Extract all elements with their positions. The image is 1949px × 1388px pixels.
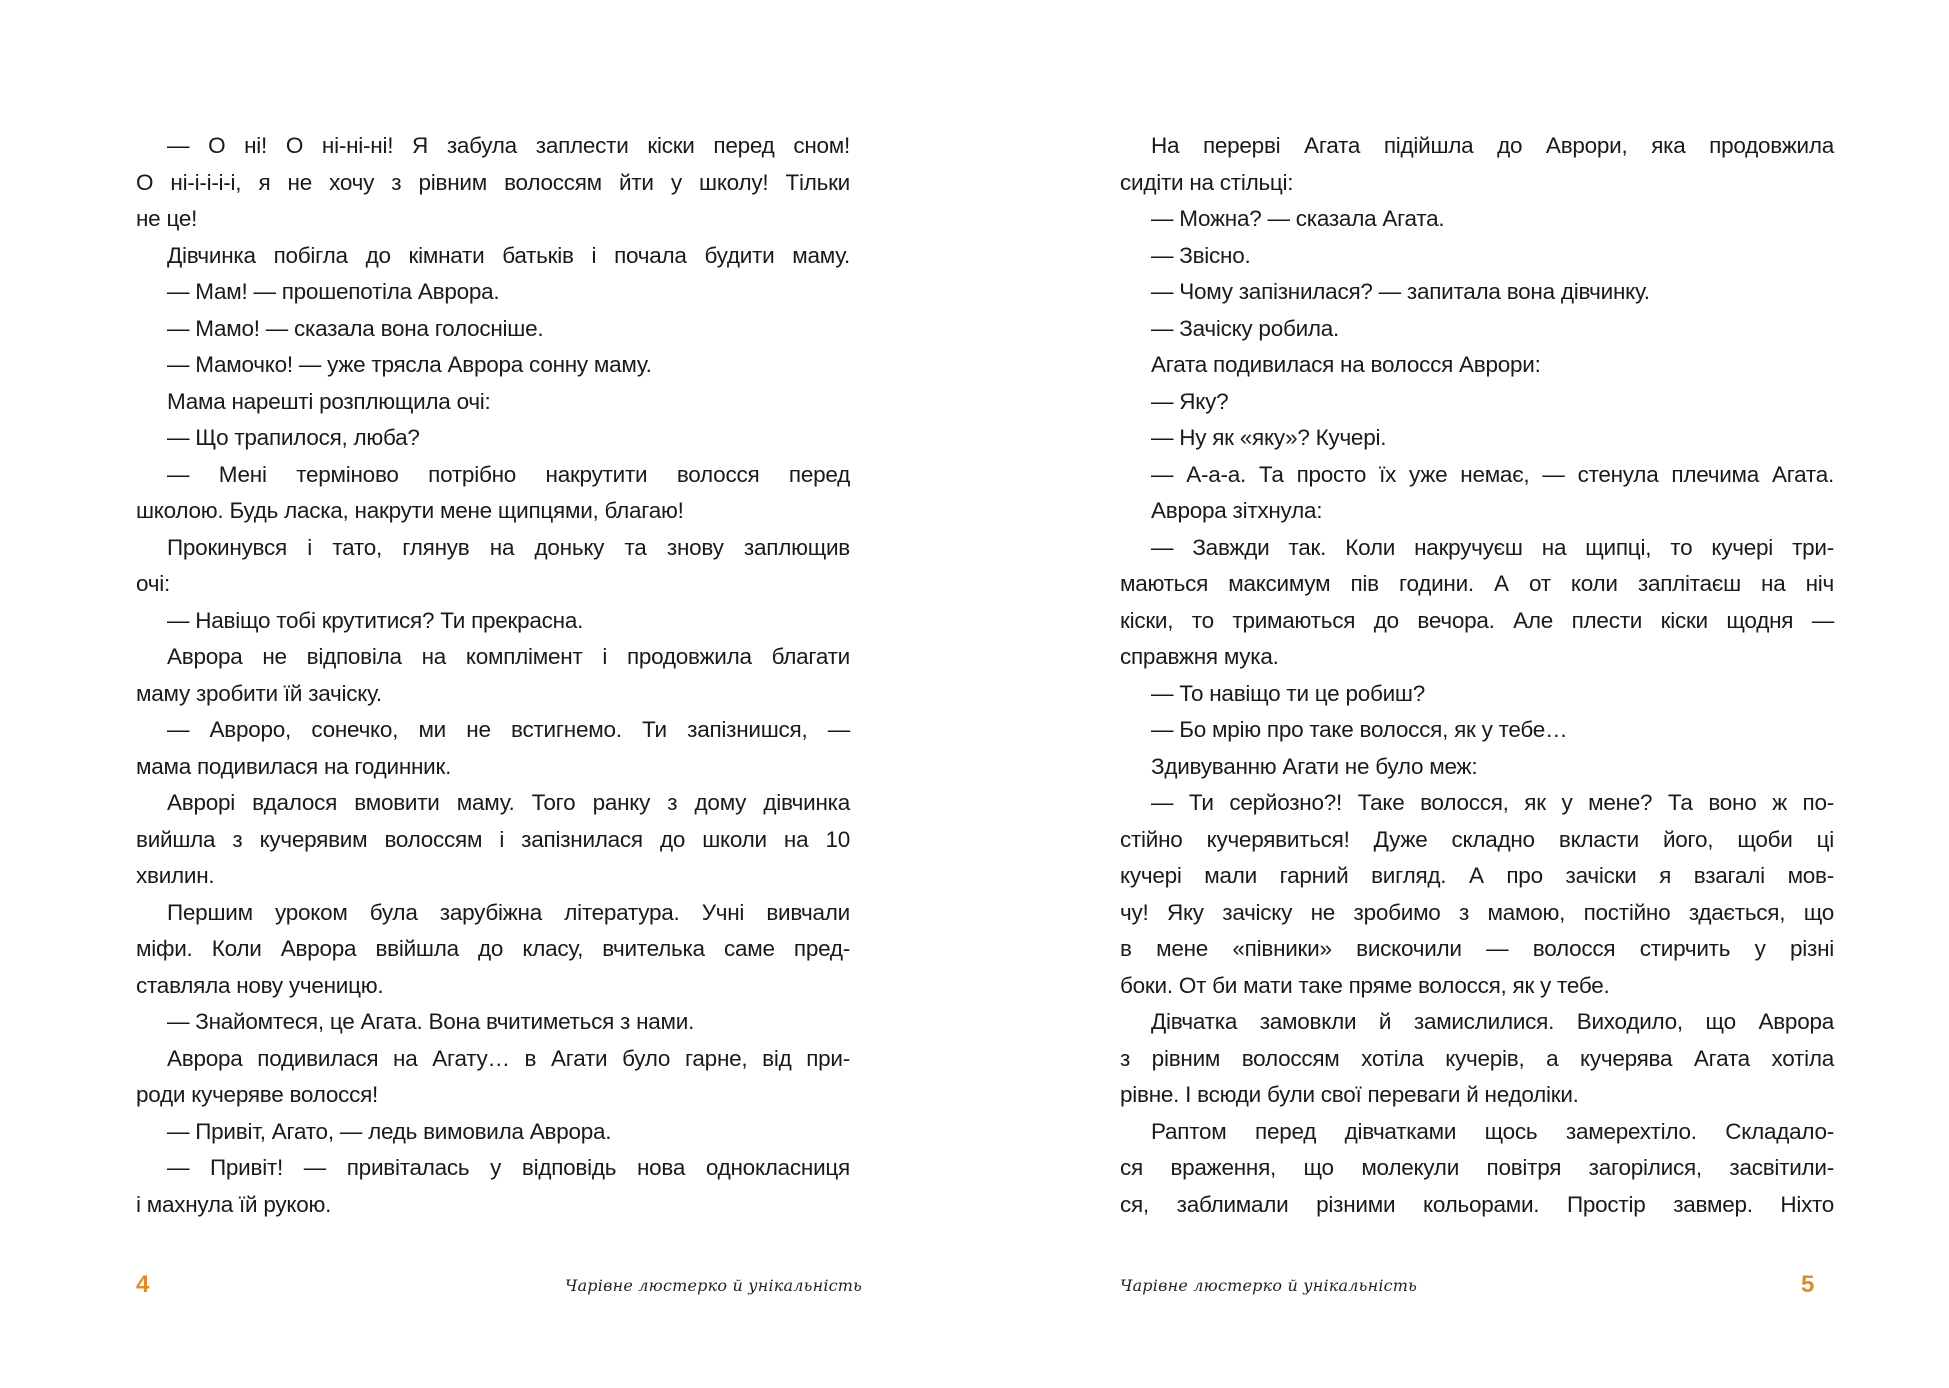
text-line: школою. Будь ласка, накрути мене щипцями, благаю!	[136, 498, 684, 523]
text-line: не це!	[136, 206, 198, 231]
text-line: ставляла нову ученицю.	[136, 972, 384, 998]
text-line: маму зробити їй зачіску.	[136, 680, 382, 706]
text-line: Агата подивилася на волосся Аврори:	[1151, 352, 1541, 377]
text-line: сидіти на стільці:	[1120, 169, 1294, 195]
text-line: боки. От би мати таке пряме волосся, як у тебе.	[1120, 972, 1610, 998]
text-line: — Знайомтеся, це Агата. Вона вчитиметься з нами.	[167, 1009, 695, 1034]
text-line: — Чому запізнилася? — запитала вона дівчинку.	[1151, 279, 1650, 304]
text-line: ся враження, що молекули повітря загорілися, засвітили-	[1120, 1155, 1834, 1180]
text-line: На перерві Агата підійшла до Аврори, яка продовжила	[1151, 133, 1834, 158]
text-line: — Привіт, Агато, — ледь вимовила Аврора.	[167, 1118, 612, 1144]
running-title: Чарівне люстерко й унікальність	[1120, 1276, 1418, 1295]
text-line: — Ти серйозно?! Таке волосся, як у мене? Та воно ж по-	[1151, 790, 1834, 815]
text-line: роди кучеряве волосся!	[136, 1082, 379, 1107]
text-line: міфи. Коли Аврора ввійшла до класу, вчителька саме пред-	[136, 936, 850, 961]
text-line: Аврора не відповіла на комплімент і продовжила благати	[167, 644, 850, 669]
text-line: кіски, то тримаються до вечора. Але плести кіски щодня —	[1120, 607, 1834, 633]
text-line: О ні-і-і-і-і, я не хочу з рівним волоссям йти у школу! Тільки	[136, 169, 850, 195]
text-line: Аврорі вдалося вмовити маму. Того ранку з дому дівчинка	[167, 790, 850, 815]
right-page-footer	[975, 1270, 1949, 1300]
text-line: в мене «півники» вискочили — волосся стирчить у різні	[1120, 936, 1834, 961]
left-page-footer	[0, 1270, 974, 1300]
text-line: — Можна? — сказала Агата.	[1151, 206, 1445, 231]
text-line: вийшла з кучерявим волоссям і запізнилася до школи на 10	[136, 826, 850, 852]
left-page-body-text	[136, 128, 850, 1223]
text-line: — Мамо! — сказала вона голосніше.	[167, 315, 544, 341]
text-line: хвилин.	[136, 863, 215, 888]
text-line: ся, заблимали різними кольорами. Простір завмер. Ніхто	[1120, 1191, 1834, 1217]
text-line: — Мені терміново потрібно накрутити волосся перед	[167, 461, 850, 487]
text-line: — О ні! О ні-ні-ні! Я забула заплести кіски перед сном!	[167, 133, 850, 158]
text-line: — Ну як «яку»? Кучері.	[1151, 425, 1387, 450]
text-line: справжня мука.	[1120, 644, 1279, 669]
text-line: — Авроро, сонечко, ми не встигнемо. Ти запізнишся, —	[167, 717, 850, 742]
page-number: 5	[1801, 1271, 1815, 1298]
text-line: — Зачіску робила.	[1151, 315, 1340, 341]
text-line: рівне. І всюди були свої переваги й недоліки.	[1120, 1082, 1579, 1107]
text-line: Першим уроком була зарубіжна література. Учні вивчали	[167, 899, 850, 925]
text-line: — Що трапилося, люба?	[167, 425, 420, 450]
text-line: — Привіт! — привіталась у відповідь нова однокласниця	[167, 1155, 850, 1180]
right-page	[975, 0, 1949, 1388]
text-line: — Навіщо тобі крутитися? Ти прекрасна.	[167, 607, 584, 633]
text-line: — Звісно.	[1151, 242, 1251, 268]
text-line: — Мам! — прошепотіла Аврора.	[167, 279, 500, 304]
text-line: мама подивилася на годинник.	[136, 753, 452, 779]
text-line: очі:	[136, 571, 170, 596]
text-line: Аврора подивилася на Агату… в Агати було гарне, від при-	[167, 1045, 850, 1071]
text-line: Прокинувся і тато, глянув на доньку та знову заплющив	[167, 534, 850, 560]
right-page-body-text	[1120, 128, 1834, 1223]
text-line: і махнула їй рукою.	[136, 1191, 332, 1217]
text-line: — То навіщо ти це робиш?	[1151, 680, 1425, 706]
text-line: Мама нарешті розплющила очі:	[167, 388, 491, 414]
text-line: кучері мали гарний вигляд. А про зачіски я взагалі мов-	[1120, 863, 1834, 888]
text-line: маються максимум пів години. А от коли заплітаєш на ніч	[1120, 571, 1834, 596]
text-line: стійно кучерявиться! Дуже складно вкласти його, щоби ці	[1120, 826, 1834, 852]
text-line: — Завжди так. Коли накручуєш на щипці, то кучері три-	[1151, 534, 1834, 560]
text-line: Дівчатка замовкли й замислилися. Виходило, що Аврора	[1151, 1009, 1834, 1034]
text-line: — Мамочко! — уже трясла Аврора сонну маму.	[167, 352, 652, 377]
text-line: Дівчинка побігла до кімнати батьків і почала будити маму.	[167, 242, 850, 268]
left-page	[0, 0, 974, 1388]
running-title: Чарівне люстерко й унікальність	[565, 1276, 863, 1295]
text-line: з рівним волоссям хотіла кучерів, а кучерява Агата хотіла	[1120, 1045, 1834, 1071]
text-line: — Бо мрію про таке волосся, як у тебе…	[1151, 717, 1568, 742]
text-line: — Яку?	[1151, 388, 1229, 414]
text-line: чу! Яку зачіску не зробимо з мамою, постійно здається, що	[1120, 899, 1834, 925]
text-line: — А-а-а. Та просто їх уже немає, — стенула плечима Агата.	[1151, 461, 1834, 487]
text-line: Здивуванню Агати не було меж:	[1151, 753, 1478, 779]
text-line: Раптом перед дівчатками щось замерехтіло. Складало-	[1151, 1118, 1834, 1144]
page-number: 4	[136, 1271, 150, 1298]
text-line: Аврора зітхнула:	[1151, 498, 1323, 523]
